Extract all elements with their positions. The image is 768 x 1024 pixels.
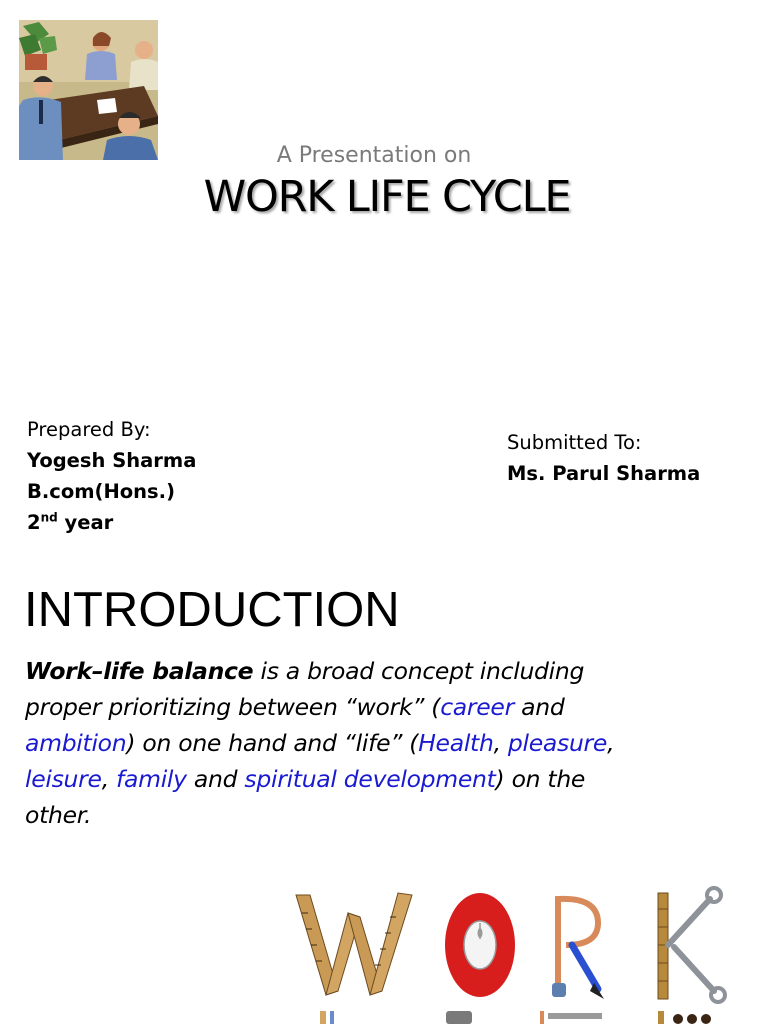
keyword-ambition: ambition (25, 729, 127, 757)
body-text: and (513, 693, 565, 721)
body-text: ) on the other. (25, 765, 586, 829)
author-year-word: year (57, 511, 114, 534)
introduction-heading: INTRODUCTION (24, 583, 400, 637)
body-text: ) on one hand and “life” ( (126, 729, 419, 757)
author-name: Yogesh Sharma (27, 449, 197, 472)
keyword-health: Health (418, 729, 494, 757)
keyword-pleasure: pleasure (507, 729, 608, 757)
business-meeting-clipart (19, 20, 158, 160)
term-work-life-balance: Work–life balance (25, 657, 254, 685)
keyword-spiritual-development: spiritual development (244, 765, 496, 793)
author-year (27, 507, 196, 538)
submitted-to-label: Submitted To: (507, 431, 642, 454)
author-course: B.com(Hons.) (27, 480, 175, 503)
body-text: is a broad concept including proper prioritizing between “work” ( (25, 657, 585, 721)
prepared-by-block (27, 414, 196, 538)
submitted-to-block (507, 427, 700, 489)
keyword-family: family (116, 765, 187, 793)
body-text: , (607, 729, 615, 757)
slide-title: WORK LIFE CYCLE (203, 172, 571, 222)
body-text: , (493, 729, 508, 757)
recipient-name: Ms. Parul Sharma (507, 462, 701, 485)
keyword-leisure: leisure (25, 765, 102, 793)
body-text: , (101, 765, 117, 793)
next-row-objects (320, 1011, 711, 1024)
keyword-career: career (440, 693, 514, 721)
presentation-label: A Presentation on (276, 143, 472, 168)
author-year-number: 2 (27, 511, 41, 534)
introduction-slide (0, 565, 768, 1024)
body-text: and (186, 765, 245, 793)
mouse-o-letter (445, 893, 515, 997)
author-year-suffix: nd (40, 510, 58, 525)
introduction-paragraph (25, 653, 635, 833)
ruler-w-letter (296, 893, 412, 995)
pen-r-letter (552, 899, 604, 999)
prepared-by-label: Prepared By: (27, 418, 151, 441)
wrench-k-letter (658, 888, 725, 1002)
tool-letters-work-image (290, 883, 760, 1024)
